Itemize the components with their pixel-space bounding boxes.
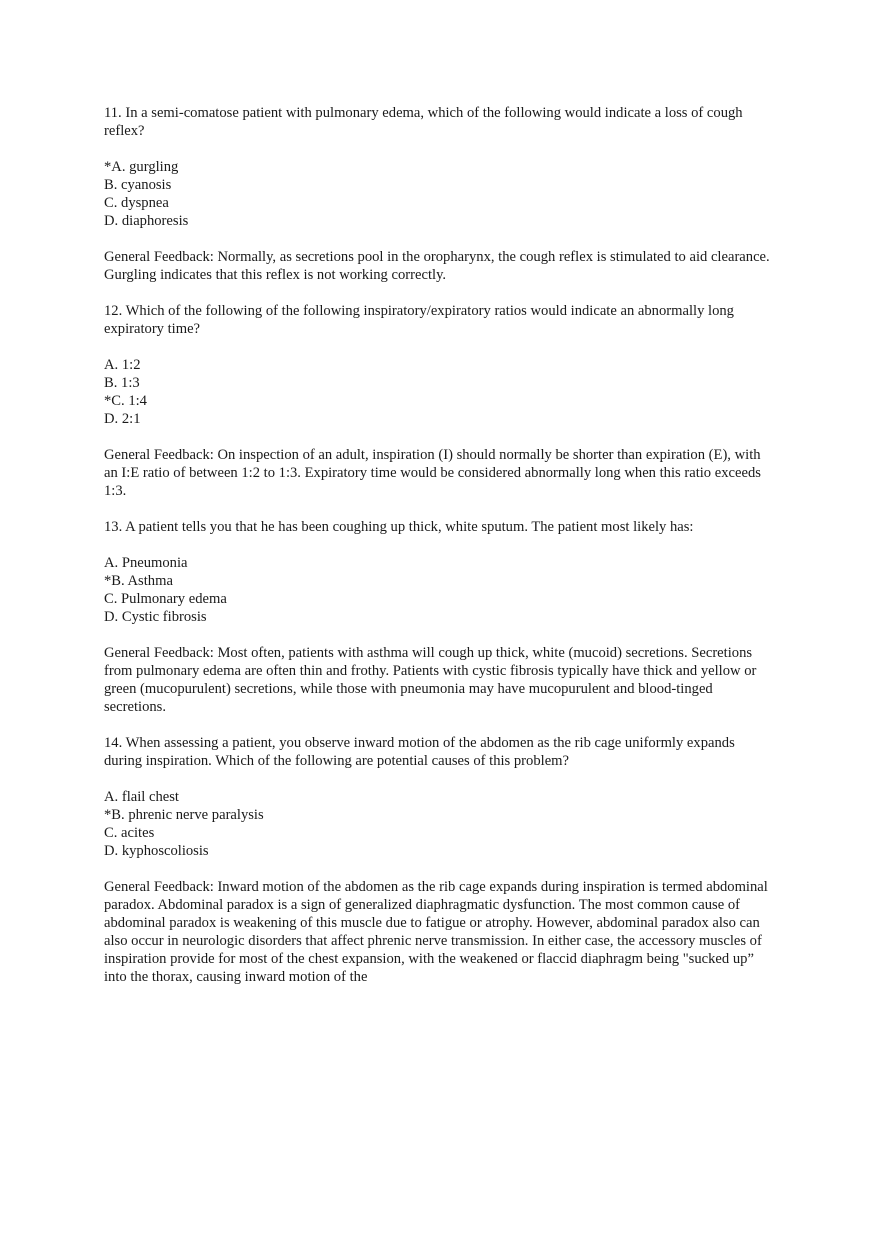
answer-option: A. flail chest <box>104 789 179 805</box>
question-14 <box>104 734 776 986</box>
answer-option: D. 2:1 <box>104 411 141 427</box>
answer-options <box>104 788 776 860</box>
question-stem: 12. Which of the following of the following inspiratory/expiratory ratios would indicate an abnormally long expiratory time? <box>104 303 734 337</box>
answer-options <box>104 356 776 428</box>
general-feedback: General Feedback: On inspection of an adult, inspiration (I) should normally be shorter than expiration (E), with an I:E ratio of between 1:2 to 1:3. Expiratory time would be considered abnormally long when this ratio exceeds 1:3. <box>104 447 761 499</box>
answer-option: A. Pneumonia <box>104 555 188 571</box>
general-feedback: General Feedback: Inward motion of the abdomen as the rib cage expands during inspiration is termed abdominal paradox. Abdominal paradox is a sign of generalized diaphragmatic dysfunction. The most common cause of abdominal paradox is weakening of this muscle due to fatigue or atrophy. However, abdominal paradox also can also occur in neurologic disorders that affect phrenic nerve transmission. In either case, the accessory muscles of inspiration provide for most of the chest expansion, with the weakened or flaccid diaphragm being "sucked up” into the thorax, causing inward motion of the <box>104 879 768 985</box>
answer-option: C. acites <box>104 825 155 841</box>
answer-option: B. cyanosis <box>104 177 172 193</box>
document-page <box>104 104 776 1004</box>
question-13 <box>104 518 776 716</box>
answer-option: A. 1:2 <box>104 357 141 373</box>
answer-option: D. Cystic fibrosis <box>104 609 207 625</box>
answer-option: D. kyphoscoliosis <box>104 843 209 859</box>
question-11 <box>104 104 776 284</box>
general-feedback: General Feedback: Most often, patients with asthma will cough up thick, white (mucoid) secretions. Secretions from pulmonary edema are often thin and frothy. Patients with cystic fibrosis typically have thick and yellow or green (mucopurulent) secretions, while those with pneumonia may have mucopurulent and blood-tinged secretions. <box>104 645 757 715</box>
answer-option: C. Pulmonary edema <box>104 591 227 607</box>
general-feedback: General Feedback: Normally, as secretions pool in the oropharynx, the cough reflex is stimulated to aid clearance. Gurgling indicates that this reflex is not working correctly. <box>104 249 770 283</box>
answer-option: *B. phrenic nerve paralysis <box>104 807 264 823</box>
question-12 <box>104 302 776 500</box>
answer-option: *A. gurgling <box>104 159 179 175</box>
answer-options <box>104 554 776 626</box>
question-stem: 11. In a semi-comatose patient with pulmonary edema, which of the following would indicate a loss of cough reflex? <box>104 105 743 139</box>
question-stem: 14. When assessing a patient, you observe inward motion of the abdomen as the rib cage uniformly expands during inspiration. Which of the following are potential causes of this problem? <box>104 735 735 769</box>
answer-option: D. diaphoresis <box>104 213 189 229</box>
answer-option: *B. Asthma <box>104 573 173 589</box>
answer-option: *C. 1:4 <box>104 393 147 409</box>
answer-options <box>104 158 776 230</box>
answer-option: C. dyspnea <box>104 195 169 211</box>
question-stem: 13. A patient tells you that he has been coughing up thick, white sputum. The patient most likely has: <box>104 519 694 535</box>
answer-option: B. 1:3 <box>104 375 140 391</box>
